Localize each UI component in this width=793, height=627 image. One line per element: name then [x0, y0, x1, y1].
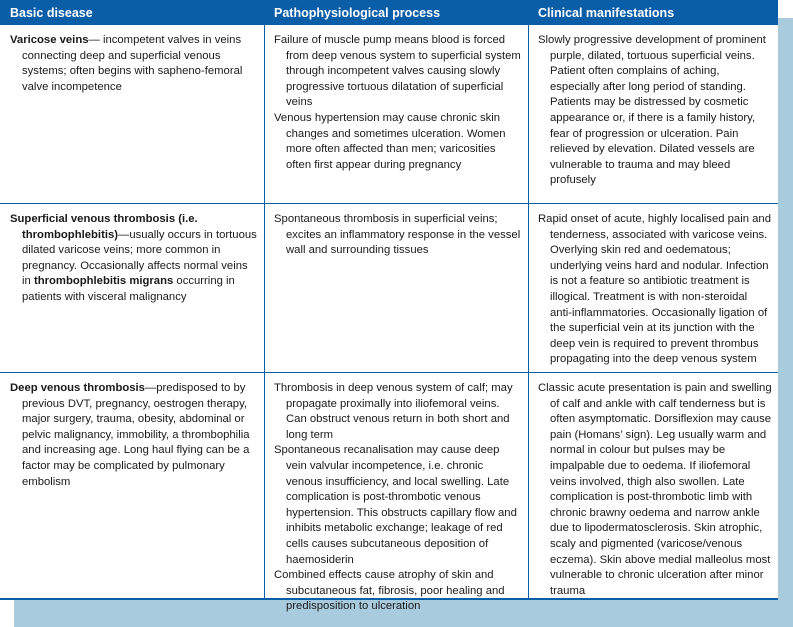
- table-row: [0, 25, 778, 203]
- disease-description: —usually occurs in tortuous dilated varicose veins; more common in pregnancy. Occasionally affects normal veins in: [22, 228, 257, 288]
- disease-term: Deep venous thrombosis: [10, 382, 145, 394]
- cell-clinical-manifestations: [528, 373, 778, 599]
- cell-basic-disease: [0, 373, 264, 490]
- header-clinical-manifestations: Clinical manifestations: [538, 6, 675, 20]
- cell-clinical-manifestations: [528, 25, 778, 189]
- process-paragraph: Combined effects cause atrophy of skin and subcutaneous fat, fibrosis, poor healing and predisposition to ulceration: [274, 569, 505, 613]
- table-row: [0, 204, 778, 372]
- cell-pathophysiological-process: [264, 204, 528, 259]
- header-pathophysiological-process: Pathophysiological process: [274, 6, 441, 20]
- disease-term: Superficial venous thrombosis (i.e. thrombophlebitis): [10, 213, 198, 241]
- disease-description-secondary: occurring in patients with visceral malignancy: [22, 275, 235, 303]
- table-row: [0, 373, 778, 613]
- table-header: [0, 0, 778, 25]
- process-paragraph: Spontaneous recanalisation may cause deep vein valvular incompetence, i.e. chronic venous insufficiency, and local swelling. Late complication is post-thrombotic venous hypertension. This obstructs capillary flow and inhibits metabolic exchange; leakage of red cells causes subcutaneous deposition of haemosiderin: [274, 444, 517, 566]
- process-paragraph: Failure of muscle pump means blood is forced from deep venous system to superficial system through incompetent valves causing slowly progressive tortuous dilatation of superficial veins: [274, 34, 521, 109]
- disease-term: Varicose veins: [10, 34, 89, 46]
- disease-term-secondary: thrombophlebitis migrans: [33, 275, 174, 288]
- disease-description: —predisposed to by previous DVT, pregnancy, oestrogen therapy, major surgery, trauma, obesity, abdominal or pelvic malignancy, immobility, a thrombophilia and increasing age. Long haul flying can be a factor may be complicated by pulmonary embolism: [22, 382, 250, 488]
- disease-description: — incompetent valves in veins connecting deep and superficial venous systems; often begins with sapheno-femoral valve incompetence: [22, 34, 243, 93]
- clinical-paragraph: Rapid onset of acute, highly localised pain and tenderness, associated with varicose veins. Overlying skin red and oedematous; underlying veins hard and nodular. Infection is not a feature so antibiotic treatment is illogical. Treatment is with non-steroidal anti-inflammatories. Occasionally ligation of the superficial vein at its junction with the deep vein is required to prevent thrombus propagating into the deep venous system: [538, 213, 771, 366]
- process-paragraph: Venous hypertension may cause chronic skin changes and sometimes ulceration. Women more often affected than men; varicosities often first appear during pregnancy: [274, 111, 506, 171]
- clinical-paragraph: Classic acute presentation is pain and swelling of calf and ankle with calf tenderness but is often asymptomatic. Dorsiflexion may cause pain (Homans’ sign). Leg usually warm and normal in colour but pulses may be impalpable due to oedema. If iliofemoral veins involved, thigh also swollen. Late complication is post-thrombotic limb with chronic brawny oedema and narrow ankle due to lipodermatosclerosis. Skin atrophic, scaly and pigmented (varicose/venous eczema). Skin above medial malleolus most vulnerable to chronic ulceration after minor trauma: [538, 382, 772, 597]
- cell-basic-disease: [0, 204, 264, 306]
- header-basic-disease: Basic disease: [10, 6, 93, 20]
- cell-pathophysiological-process: [264, 25, 528, 173]
- cell-pathophysiological-process: [264, 373, 528, 615]
- process-paragraph: Thrombosis in deep venous system of calf; may propagate proximally into iliofemoral veins. Can obstruct venous return in both short and long term: [274, 382, 513, 441]
- cell-clinical-manifestations: [528, 204, 778, 368]
- clinical-paragraph: Slowly progressive development of prominent purple, dilated, tortuous superficial veins. Patient often complains of aching, especially after long period of standing. Patients may be distressed by cosmetic appearance or, if there is a family history, fear of progression or ulceration. Pain relieved by elevation. Dilated vessels are vulnerable to trauma and may bleed profusely: [538, 34, 766, 187]
- cell-basic-disease: [0, 25, 264, 95]
- process-paragraph: Spontaneous thrombosis in superficial veins; excites an inflammatory response in the vessel wall and surrounding tissues: [274, 213, 521, 257]
